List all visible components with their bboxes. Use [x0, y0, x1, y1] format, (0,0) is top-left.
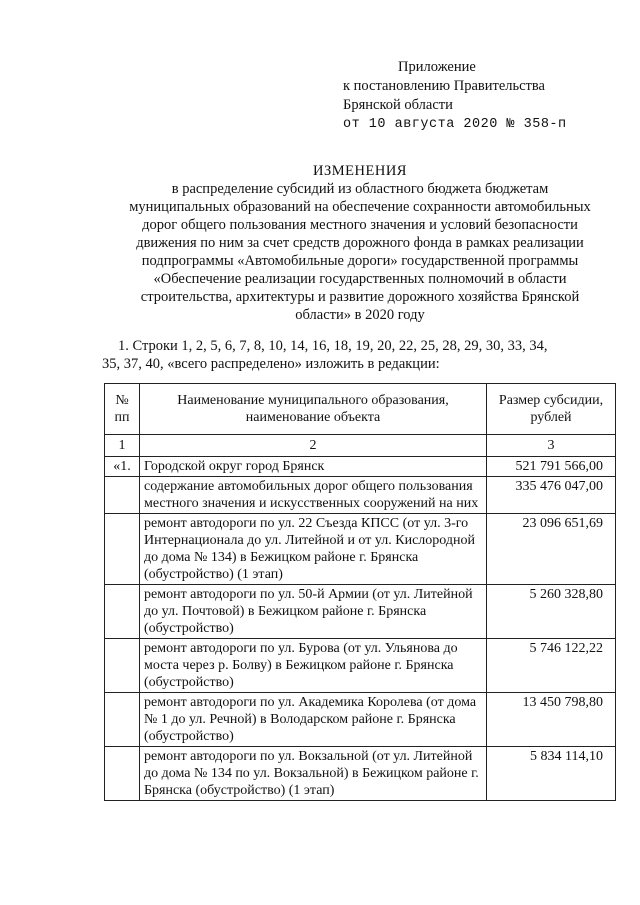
row-amount: 5 260 328,80: [487, 585, 616, 639]
appendix-label: Приложение: [398, 59, 476, 75]
title-line: движения по ним за счет средств дорожного фонда в рамках реализации: [136, 235, 584, 251]
row-num: [105, 477, 140, 514]
row-amount: 5 834 114,10: [487, 747, 616, 801]
intro-line: 1. Строки 1, 2, 5, 6, 7, 8, 10, 14, 16, 18, 19, 20, 22, 25, 28, 29, 30, 33, 34,: [118, 338, 548, 354]
title-heading: ИЗМЕНЕНИЯ: [313, 163, 407, 179]
table-row: [105, 747, 616, 801]
table-row: [105, 585, 616, 639]
table-row: [105, 639, 616, 693]
header-num: № пп: [105, 384, 140, 435]
column-number: 2: [140, 435, 487, 457]
title-line: в распределение субсидий из областного бюджета бюджетам: [171, 181, 549, 197]
appendix-header: [343, 58, 567, 134]
row-num: [105, 585, 140, 639]
header-name-line: Наименование муниципального образования,: [177, 393, 449, 408]
resolution-reference: к постановлению Правительства: [343, 78, 545, 94]
row-name: Городской округ город Брянск: [140, 457, 487, 477]
title-line: «Обеспечение реализации государственных полномочий в области: [153, 271, 567, 287]
column-number: 1: [105, 435, 140, 457]
row-name: ремонт автодороги по ул. 22 Съезда КПСС (от ул. 3-го Интернационала до ул. Литейной и от ул. Кислородной до дома № 134) в Бежицком районе г. Брянска (обустройство) (1 этап): [140, 514, 487, 585]
row-amount: 13 450 798,80: [487, 693, 616, 747]
title-line: строительства, архитектуры и развитие дорожного хозяйства Брянской: [140, 289, 580, 305]
title-line: области» в 2020 году: [295, 307, 425, 323]
intro-paragraph: [102, 337, 618, 373]
column-number-row: [105, 435, 616, 457]
header-name-line: наименование объекта: [245, 410, 381, 425]
row-name: ремонт автодороги по ул. Академика Королева (от дома № 1 до ул. Речной) в Володарском районе г. Брянска (обустройство): [140, 693, 487, 747]
row-name: ремонт автодороги по ул. 50-й Армии (от ул. Литейной до ул. Почтовой) в Бежицком районе г. Брянска (обустройство): [140, 585, 487, 639]
resolution-date-number: от 10 августа 2020 № 358-п: [343, 117, 567, 132]
table-row: [105, 693, 616, 747]
table-row: [105, 457, 616, 477]
column-number: 3: [487, 435, 616, 457]
row-num: «1.: [105, 457, 140, 477]
row-amount: 23 096 651,69: [487, 514, 616, 585]
row-name: ремонт автодороги по ул. Вокзальной (от ул. Литейной до дома № 134 по ул. Вокзальной) в Бежицком районе г. Брянска (обустройство) (1 этап): [140, 747, 487, 801]
row-num: [105, 514, 140, 585]
region-name: Брянской области: [343, 97, 453, 113]
row-name: содержание автомобильных дорог общего пользования местного значения и искусственных сооружений на них: [140, 477, 487, 514]
table-header-row: [105, 384, 616, 435]
row-num: [105, 747, 140, 801]
header-name: [140, 384, 487, 435]
row-amount: 5 746 122,22: [487, 639, 616, 693]
row-name: ремонт автодороги по ул. Бурова (от ул. Ульянова до моста через р. Болву) в Бежицком районе г. Брянска (обустройство): [140, 639, 487, 693]
row-amount: 335 476 047,00: [487, 477, 616, 514]
row-num: [105, 639, 140, 693]
header-amount: [487, 384, 616, 435]
table-row: [105, 477, 616, 514]
title-line: подпрограммы «Автомобильные дороги» государственной программы: [141, 253, 579, 269]
document-title: [100, 162, 620, 324]
row-amount: 521 791 566,00: [487, 457, 616, 477]
intro-line: 35, 37, 40, «всего распределено» изложить в редакции:: [102, 356, 440, 372]
table-row: [105, 514, 616, 585]
header-amount-line: Размер субсидии,: [498, 393, 604, 408]
header-amount-line: рублей: [530, 410, 572, 425]
row-num: [105, 693, 140, 747]
subsidy-table: [104, 383, 616, 801]
title-line: муниципальных образований на обеспечение сохранности автомобильных: [129, 199, 591, 215]
title-line: дорог общего пользования местного значения и условий безопасности: [142, 217, 578, 233]
